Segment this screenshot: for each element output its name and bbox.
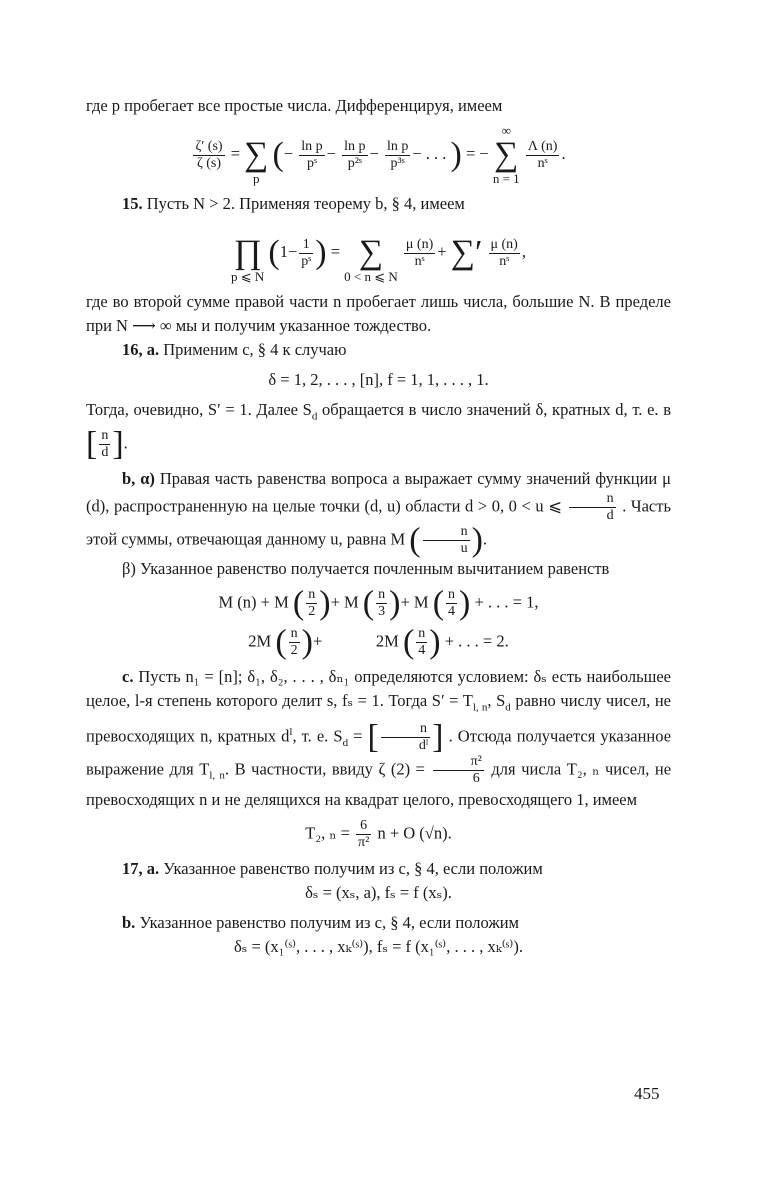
text-paragraph: Тогда, очевидно, S′ = 1. Далее $S_d$ обращается в число значений δ, кратных d, т. е. в [ $\frac{n}{d}$ ]. bbox=[86, 400, 671, 463]
equation-2: ∏ p ⩽ N (1− $\frac{1}{\text{pˢ}}$ ) = ∑ 0 < n ⩽ N $\frac{\mu (n)}{\text{nˢ}}$ + ∑′ $\frac{\mu (n)}{\text{nˢ}}$ , bbox=[86, 222, 671, 284]
fraction: $\frac{\mu (n)}{\text{nˢ}}$ bbox=[490, 236, 518, 269]
product-symbol: ∏ p ⩽ N bbox=[231, 234, 265, 284]
page-number: 455 bbox=[634, 1084, 660, 1103]
page-body bbox=[86, 94, 671, 959]
text-line: где p пробегает все простые числа. Дифференцируя, имеем bbox=[86, 96, 503, 115]
sum-symbol: ∑ p bbox=[244, 136, 269, 186]
fraction: $\frac{6}{\text{π²}}$ bbox=[358, 817, 370, 850]
fraction: $\frac{\text{π²}}{6}$ bbox=[433, 754, 484, 787]
fraction: $\frac{\text{ln p}}{\text{p³ˢ}}$ bbox=[386, 138, 409, 171]
fraction: $\frac{\Lambda (n)}{\text{nˢ}}$ bbox=[527, 138, 558, 171]
equation-5: T₂, ₙ = $\frac{6}{\text{π²}}$ n + O (√n). bbox=[305, 817, 452, 850]
equation-7: δₛ = (x₁⁽ˢ⁾, . . . , xₖ⁽ˢ⁾), fₛ = f (x₁⁽ˢ⁾, . . . , xₖ⁽ˢ⁾). bbox=[234, 936, 523, 956]
fraction: $\frac{n}{u}$ bbox=[423, 524, 470, 557]
problem-17a: 17, a. Указанное равенство получим из c, § 4, если положим bbox=[122, 858, 543, 878]
equation-6: δₛ = (xₛ, a), fₛ = f (xₛ). bbox=[305, 882, 452, 902]
equation-4a: M (n) + M ( $\frac{n}{2}$ )+ M ( $\frac{n}{3}$ )+ M ( $\frac{n}{4}$ ) + . . . = 1, bbox=[218, 584, 539, 622]
fraction: $\frac{\text{ln p}}{\text{p²ˢ}}$ bbox=[344, 138, 366, 171]
text-paragraph: β) Указанное равенство получается почленным вычитанием равенств bbox=[122, 559, 610, 579]
equation-4b: 2M ( $\frac{n}{2}$ )+ 2M ( $\frac{n}{4}$ ) + . . . = 2. bbox=[248, 623, 509, 661]
fraction: $\frac{n}{d}$ bbox=[101, 428, 109, 461]
problem-16c: c. Пусть n₁ = [n]; δ₁, δ₂, . . . , δₙ₁ определяются условием: δₛ есть наибольшее целое, l-я степень которого делит s, fₛ = 1. Тогда $S' = T_{l, n}$, $S_d$ равно числу чисел, не превосходящих n, кратных $d^l$, т. е. $S_d$ = [ $\frac{n}{\text{dˡ}}$ ] . Отсюда получается указанное выражение для $T_{l, n}$. В частности, ввиду ζ (2) = $\frac{\text{π²}}{6}$ для числа T₂, ₙ чисел, не превосходящих n и не делящихся на квадрат целого, превосходящего 1, имеем bbox=[86, 667, 672, 809]
problem-16a: 16, a. Применим c, § 4 к случаю bbox=[122, 340, 347, 359]
fraction: $\frac{\zeta' (s)}{\zeta (s)}$ bbox=[195, 138, 223, 171]
problem-16b: b, α) Правая часть равенства вопроса a выражает сумму значений функции μ (d), распространенную на целые точки (d, u) области d > 0, 0 < u ⩽ $\frac{n}{d}$ . Часть этой суммы, отвечающая данному u, равна M ( $\frac{n}{u}$ ). bbox=[86, 469, 672, 559]
text-paragraph: где во второй сумме правой части n пробегает лишь числа, большие N. В пределе при N ⟶ ∞ мы и получим указанное тождество. bbox=[86, 292, 671, 335]
problem-17b: b. Указанное равенство получим из c, § 4, если положим bbox=[122, 912, 519, 932]
sum-symbol: ∑ 0 < n ⩽ N bbox=[344, 234, 398, 284]
fraction: $\frac{1}{\text{pˢ}}$ bbox=[301, 236, 312, 269]
problem-15: 15. Пусть N > 2. Применяя теорему b, § 4, имеем bbox=[122, 194, 465, 213]
sum-symbol: ∞ ∑ n = 1 bbox=[492, 123, 520, 186]
equation-1: $\frac{\zeta' (s)}{\zeta (s)}$ = ∑ p (− $\frac{\text{ln p}}{\text{pˢ}}$ − $\frac{\text{ln p}}{\text{p²ˢ}}$ − $\frac{\text{ln p}}{\text{p³ˢ}}$ − . . . ) = − ∞ ∑ n = 1 $\frac{\Lambda (n)}{\text{nˢ}}$ . bbox=[195, 123, 566, 186]
fraction: $\frac{n}{d}$ bbox=[569, 491, 616, 524]
fraction: $\frac{n}{\text{dˡ}}$ bbox=[381, 721, 430, 754]
sum-symbol-prime: ∑′ bbox=[450, 234, 483, 271]
fraction: $\frac{\mu (n)}{\text{nˢ}}$ bbox=[405, 236, 434, 269]
fraction: $\frac{\text{ln p}}{\text{pˢ}}$ bbox=[301, 138, 323, 171]
equation-3: δ = 1, 2, . . . , [n], f = 1, 1, . . . , 1. bbox=[268, 370, 489, 389]
